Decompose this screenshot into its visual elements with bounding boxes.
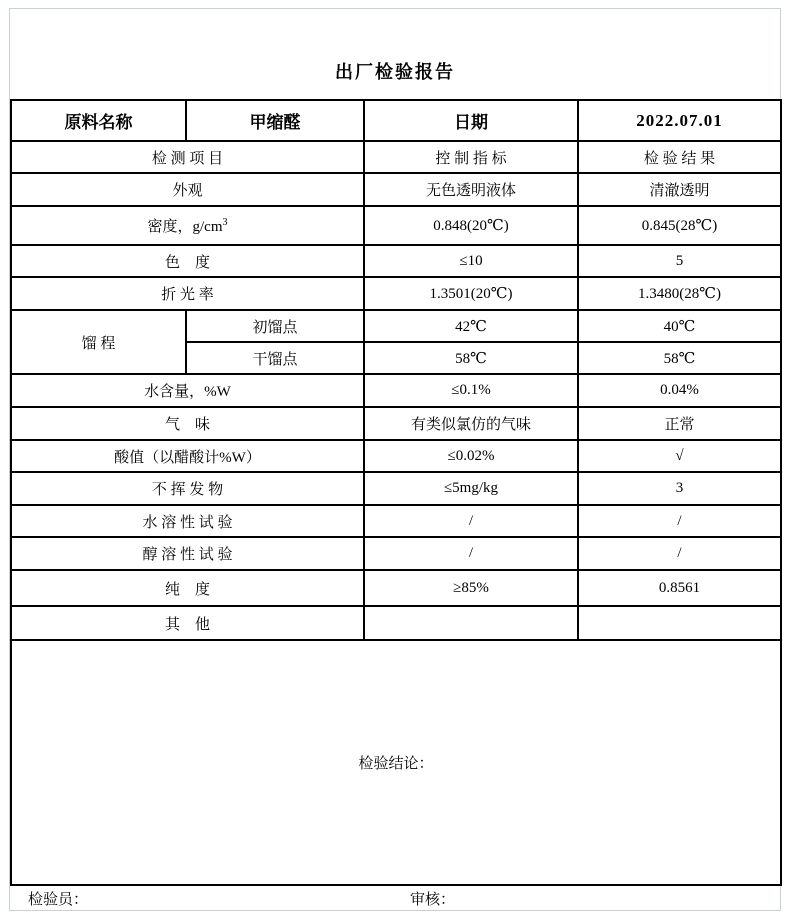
table-row-purity (11, 570, 781, 606)
item-cell: 醇 溶 性 试 验 (11, 537, 364, 570)
table-row-other (11, 606, 781, 640)
table-row-column-headers (11, 141, 781, 173)
conclusion-label: 检验结论： (11, 640, 781, 885)
table-row-density (11, 206, 781, 245)
table-row-conclusion (11, 640, 781, 885)
material-name-label: 原料名称 (11, 100, 186, 141)
result-cell: 1.3480(28℃) (578, 277, 781, 310)
item-cell: 纯 度 (11, 570, 364, 606)
result-cell: 0.845(28℃) (578, 206, 781, 245)
distillation-range-label: 馏 程 (11, 310, 186, 374)
result-cell: 3 (578, 472, 781, 505)
result-cell (578, 606, 781, 640)
item-cell: 干馏点 (186, 342, 364, 374)
item-cell: 水 溶 性 试 验 (11, 505, 364, 537)
standard-cell: ≥85% (364, 570, 578, 606)
result-cell: √ (578, 440, 781, 472)
column-header-result: 检 验 结 果 (578, 141, 781, 173)
date-value: 2022.07.01 (578, 100, 781, 141)
table-row-alcohol-solubility (11, 537, 781, 570)
item-cell: 气 味 (11, 407, 364, 440)
item-cell: 酸值（以醋酸计%W） (11, 440, 364, 472)
column-header-standard: 控 制 指 标 (364, 141, 578, 173)
standard-cell: ≤5mg/kg (364, 472, 578, 505)
standard-cell (364, 606, 578, 640)
standard-cell: 42℃ (364, 310, 578, 342)
result-cell: 0.04% (578, 374, 781, 407)
standard-cell: ≤0.02% (364, 440, 578, 472)
result-cell: 正常 (578, 407, 781, 440)
item-cell: 水含量，%W (11, 374, 364, 407)
result-cell: 58℃ (578, 342, 781, 374)
standard-cell: 有类似氯仿的气味 (364, 407, 578, 440)
standard-cell: / (364, 537, 578, 570)
reviewer-label: 审核： (410, 892, 456, 908)
date-label: 日期 (364, 100, 578, 141)
result-cell: 清澈透明 (578, 173, 781, 206)
signature-row (10, 885, 780, 910)
item-cell: 不 挥 发 物 (11, 472, 364, 505)
item-cell: 折 光 率 (11, 277, 364, 310)
material-name-value: 甲缩醛 (186, 100, 364, 141)
table-row-refractive-index (11, 277, 781, 310)
result-cell: / (578, 537, 781, 570)
standard-cell: 0.848(20℃) (364, 206, 578, 245)
table-row-water-solubility (11, 505, 781, 537)
standard-cell: ≤0.1% (364, 374, 578, 407)
table-row-chroma (11, 245, 781, 277)
table-row-initial-boiling-point (11, 310, 781, 342)
result-cell: 5 (578, 245, 781, 277)
item-cell: 其 他 (11, 606, 364, 640)
table-row-water-content (11, 374, 781, 407)
table-row-non-volatile (11, 472, 781, 505)
inspector-label: 检验员： (28, 892, 89, 908)
item-cell (11, 206, 364, 245)
result-cell: / (578, 505, 781, 537)
density-superscript: 3 (222, 217, 228, 228)
page-title: 出厂检验报告 (335, 62, 455, 82)
result-cell: 40℃ (578, 310, 781, 342)
standard-cell: ≤10 (364, 245, 578, 277)
table-row-acid-value (11, 440, 781, 472)
density-label: 密度，g/cm (147, 219, 223, 235)
table-row-appearance (11, 173, 781, 206)
table-row-header (11, 100, 781, 141)
item-cell: 外观 (11, 173, 364, 206)
inspection-report-table (10, 99, 782, 886)
table-row-odor (11, 407, 781, 440)
result-cell: 0.8561 (578, 570, 781, 606)
column-header-item: 检 测 项 目 (11, 141, 364, 173)
standard-cell: 1.3501(20℃) (364, 277, 578, 310)
item-cell: 初馏点 (186, 310, 364, 342)
standard-cell: 无色透明液体 (364, 173, 578, 206)
standard-cell: 58℃ (364, 342, 578, 374)
standard-cell: / (364, 505, 578, 537)
item-cell: 色 度 (11, 245, 364, 277)
